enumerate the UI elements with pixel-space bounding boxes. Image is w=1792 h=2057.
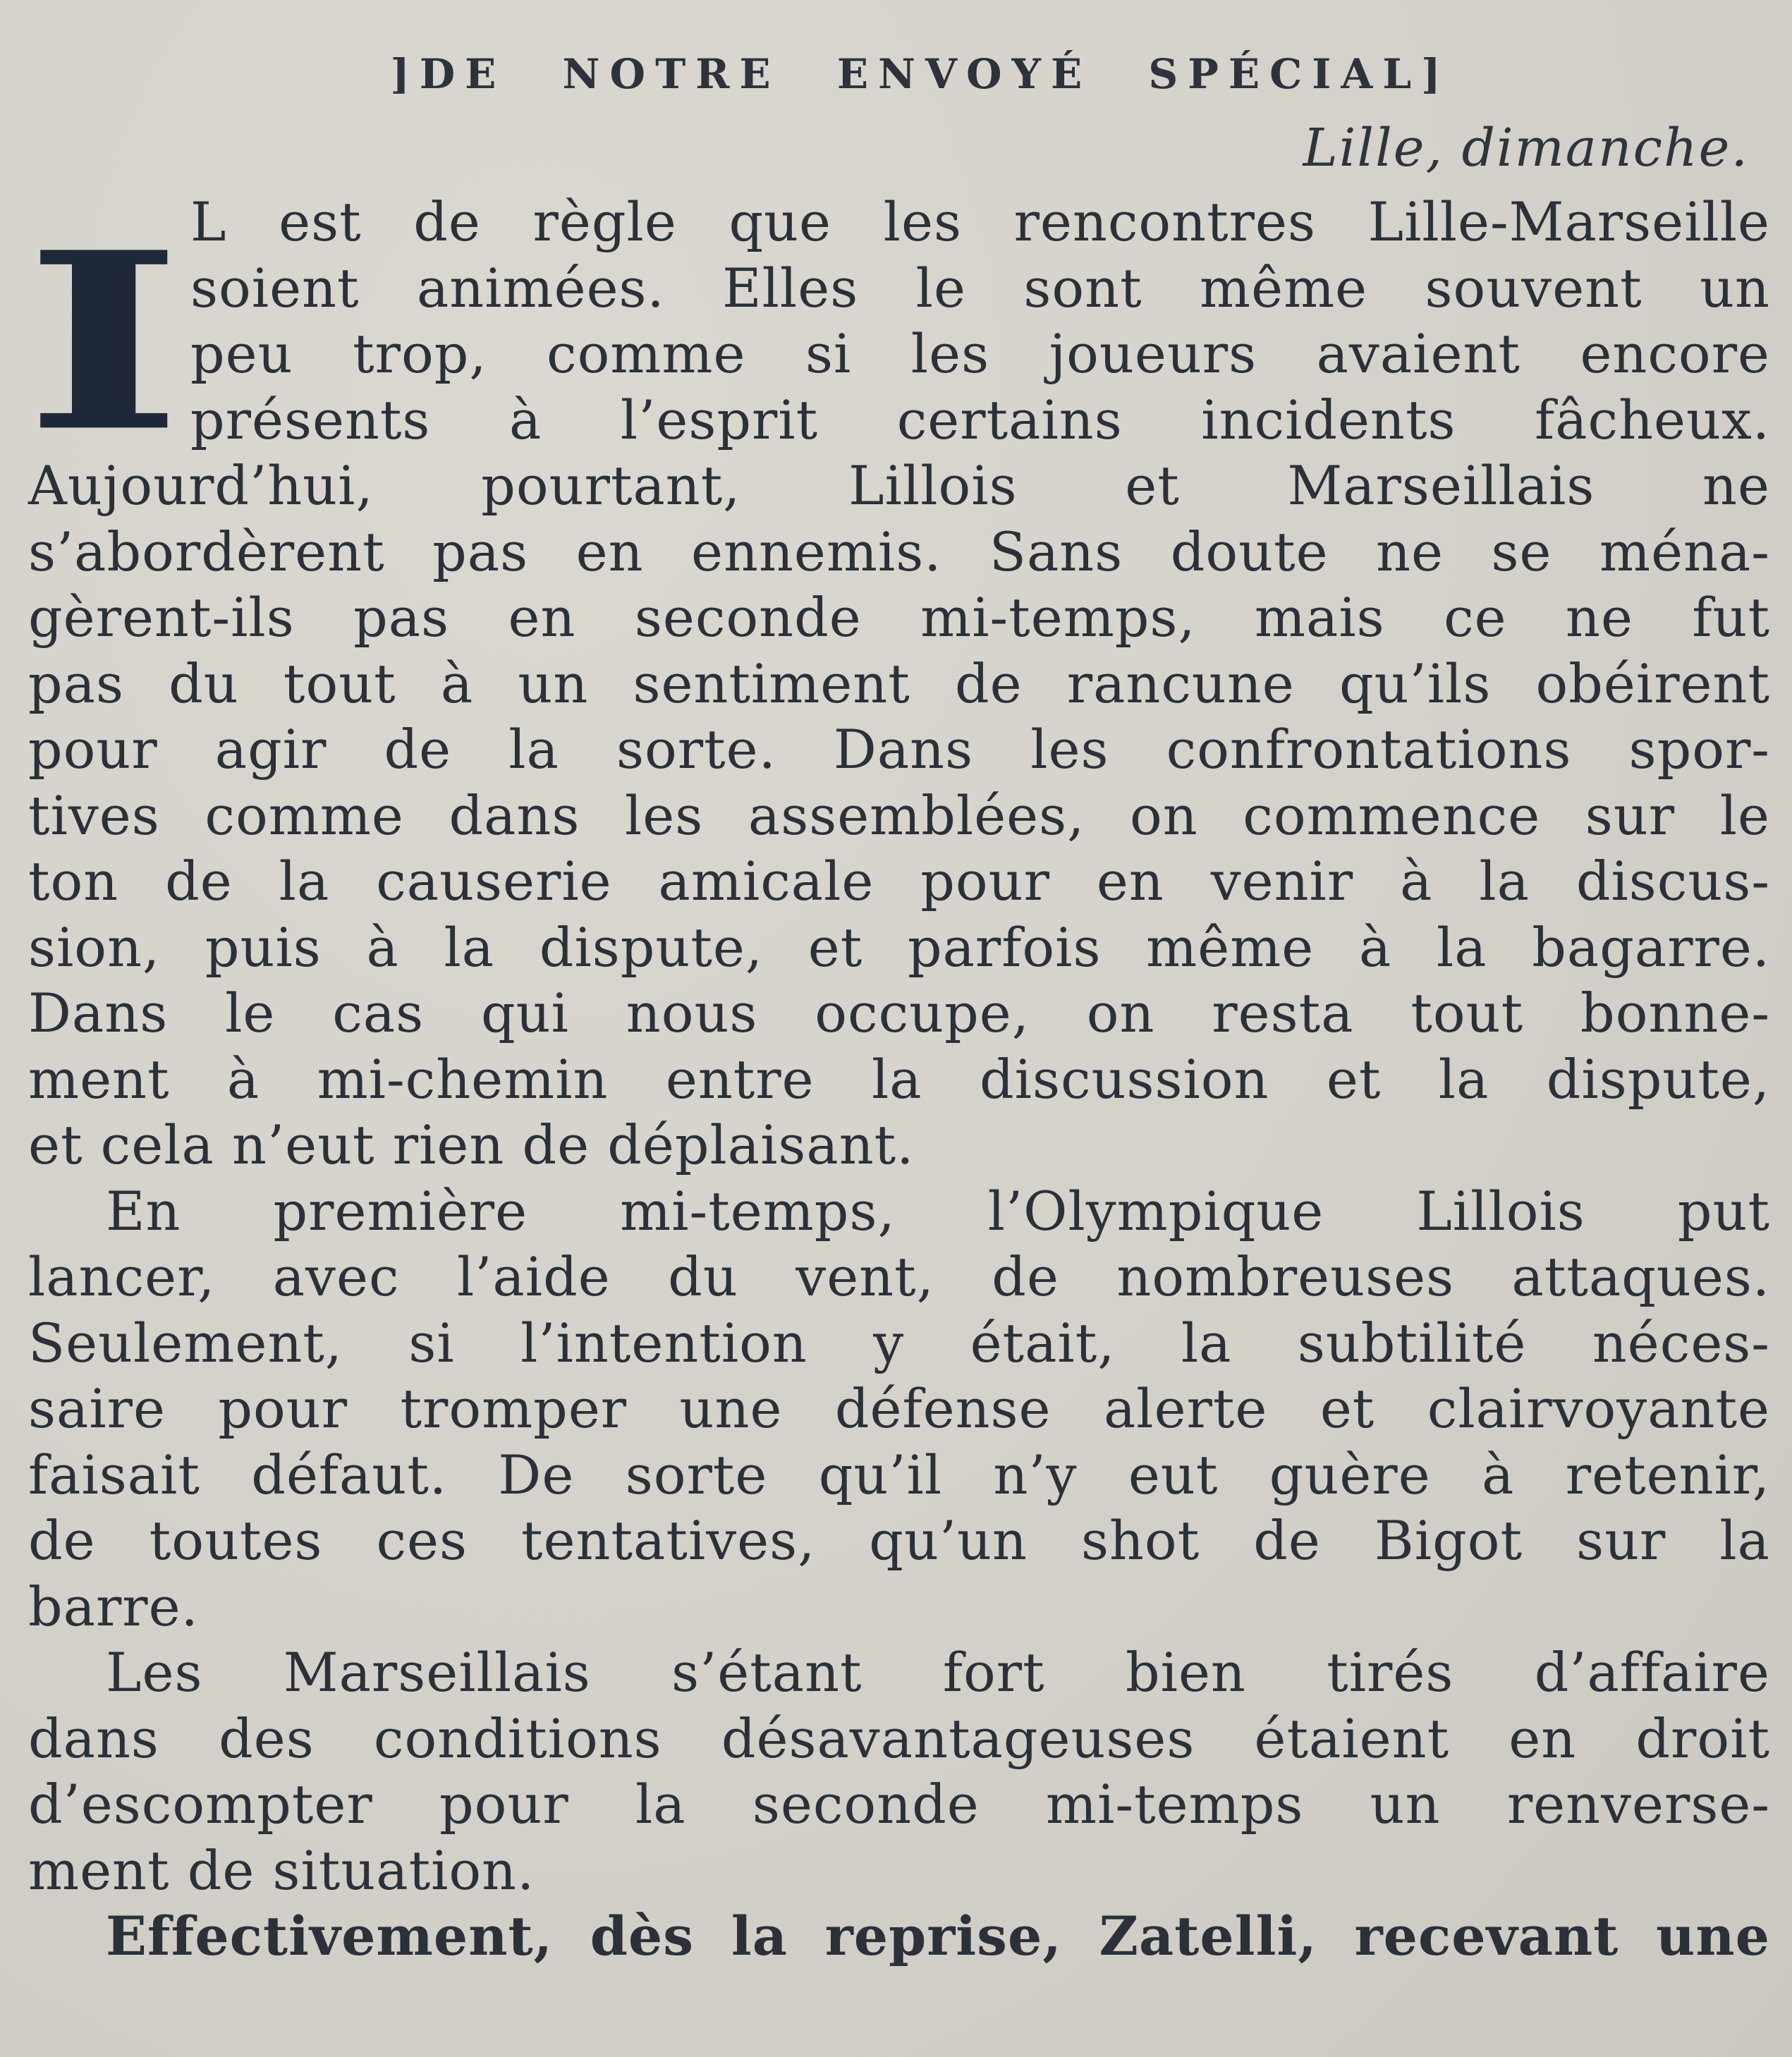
article-clipping — [24, 35, 1770, 1970]
byline-header: ]DE NOTRE ENVOYÉ SPÉCIAL] — [390, 50, 1451, 98]
text-line: Dans le cas qui nous occupe, on resta tout bonne- — [28, 982, 1770, 1044]
dateline: Lille, dimanche. — [1303, 118, 1749, 178]
text-line: de toutes ces tentatives, qu’un shot de Bigot sur la — [28, 1509, 1770, 1572]
text-line: gèrent-ils pas en seconde mi-temps, mais ce ne fut — [28, 586, 1770, 649]
text-line: dans des conditions désavantageuses étaient en droit — [28, 1707, 1770, 1770]
paragraph-first-line: Les Marseillais s’étant fort bien tirés d’affaire — [106, 1641, 1770, 1704]
text-line: ment à mi-chemin entre la discussion et la dispute, — [28, 1047, 1770, 1111]
text-line: saire pour tromper une défense alerte et clairvoyante — [28, 1377, 1770, 1440]
text-line: présents à l’esprit certains incidents fâcheux. — [190, 388, 1770, 451]
text-line: d’escompter pour la seconde mi-temps un renverse- — [28, 1773, 1770, 1836]
text-line: tives comme dans les assemblées, on commence sur le — [28, 783, 1770, 847]
text-line: sion, puis à la dispute, et parfois même à la bagarre. — [28, 915, 1770, 979]
paragraph-first-line: Effectivement, dès la reprise, Zatelli, recevant une — [106, 1905, 1770, 1967]
text-line: ment de situation. — [28, 1838, 535, 1902]
text-line: barre. — [28, 1575, 199, 1638]
text-line: soient animées. Elles le sont même souvent un — [190, 256, 1770, 319]
text-line: pas du tout à un sentiment de rancune qu’ils obéirent — [28, 652, 1770, 715]
text-line: et cela n’eut rien de déplaisant. — [28, 1113, 915, 1176]
drop-cap-text: I — [24, 198, 183, 486]
text-line: peu trop, comme si les joueurs avaient encore — [190, 322, 1770, 385]
text-line: Aujourd’hui, pourtant, Lillois et Marseillais ne — [28, 454, 1770, 517]
text-line: s’abordèrent pas en ennemis. Sans doute ne se ména- — [28, 520, 1770, 583]
text-line: lancer, avec l’aide du vent, de nombreuses attaques. — [28, 1245, 1770, 1308]
text-line: L est de règle que les rencontres Lille-Marseille — [190, 190, 1770, 253]
text-line: Seulement, si l’intention y était, la subtilité néces- — [28, 1311, 1770, 1374]
drop-cap-letter — [24, 196, 183, 486]
text-line: faisait défaut. De sorte qu’il n’y eut guère à retenir, — [28, 1443, 1770, 1506]
paragraph-first-line: En première mi-temps, l’Olympique Lillois put — [106, 1179, 1770, 1243]
text-line: ton de la causerie amicale pour en venir à la discus- — [28, 850, 1770, 912]
text-line: pour agir de la sorte. Dans les confrontations spor- — [28, 718, 1770, 781]
article-body — [24, 189, 1770, 1970]
